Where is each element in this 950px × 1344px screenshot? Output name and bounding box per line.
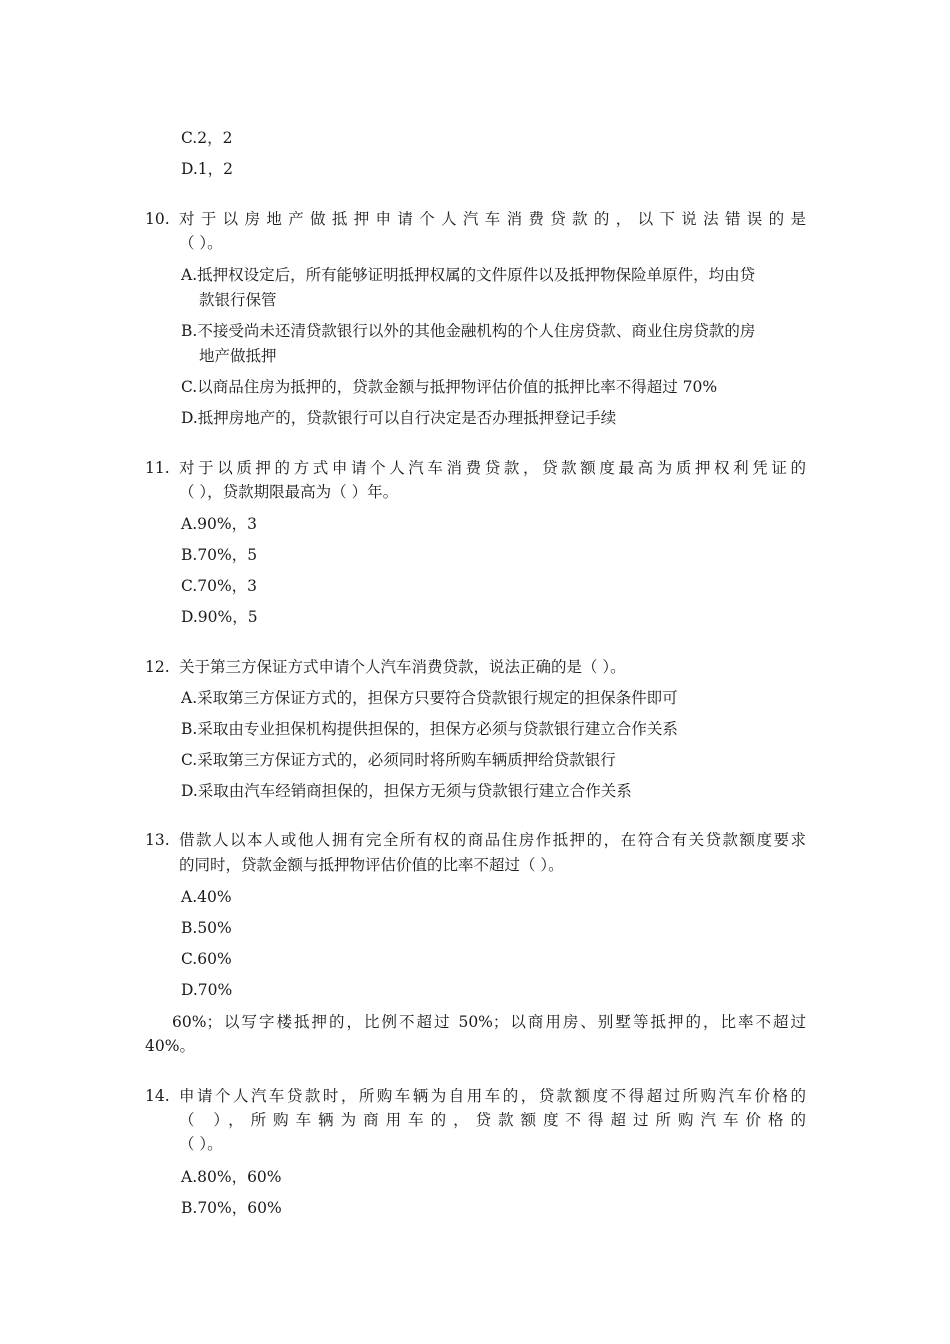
q13-option-d: D.70% <box>181 981 233 999</box>
q14-stem-line2: （ ），所购车辆为商用车的，贷款额度不得超过所购汽车价格的 <box>179 1111 806 1129</box>
q14-number: 14. <box>145 1087 170 1105</box>
q9-option-c: C.2，2 <box>181 129 233 147</box>
q11-option-d: D.90%，5 <box>181 608 258 626</box>
q11-option-c: C.70%，3 <box>181 577 258 595</box>
q10-option-b-line1: B.不接受尚未还清贷款银行以外的其他金融机构的个人住房贷款、商业住房贷款的房 <box>181 322 756 340</box>
q10-option-a-line1: A.抵押权设定后，所有能够证明抵押权属的文件原件以及抵押物保险单原件，均由贷 <box>181 266 756 284</box>
q11-stem-line1: 对于以质押的方式申请个人汽车消费贷款，贷款额度最高为质押权利凭证的 <box>179 459 806 477</box>
q13-stem-line2: 的同时，贷款金额与抵押物评估价值的比率不超过（ ）。 <box>179 856 564 874</box>
q12-option-c: C.采取第三方保证方式的，必须同时将所购车辆质押给贷款银行 <box>181 751 616 769</box>
q10-option-a-line2: 款银行保管 <box>199 291 277 309</box>
q10-stem-line1: 对于以房地产做抵押申请个人汽车消费贷款的，以下说法错误的是 <box>179 210 806 228</box>
q14-stem-line3: （ ）。 <box>179 1135 223 1153</box>
q10-option-d: D.抵押房地产的，贷款银行可以自行决定是否办理抵押登记手续 <box>181 409 617 427</box>
q13-note-line1-text: 60%；以写字楼抵押的，比例不超过 50%；以商用房、别墅等抵押的，比率不超过 <box>172 1013 806 1031</box>
q12-option-d: D.采取由汽车经销商担保的，担保方无须与贷款银行建立合作关系 <box>181 782 632 800</box>
q14-option-b: B.70%，60% <box>181 1199 282 1217</box>
q14-stem-line1: 申请个人汽车贷款时，所购车辆为自用车的，贷款额度不得超过所购汽车价格的 <box>179 1087 806 1105</box>
q13-note-line1 <box>172 1011 806 1033</box>
q11-option-b: B.70%，5 <box>181 546 258 564</box>
q12-number: 12. <box>145 658 170 676</box>
q10-stem-line2: （ ）。 <box>179 234 223 252</box>
q9-option-d: D.1，2 <box>181 160 234 178</box>
q13-note-line2: 40%。 <box>145 1037 195 1055</box>
q13-option-c: C.60% <box>181 950 232 968</box>
q13-option-b: B.50% <box>181 919 232 937</box>
q13-number: 13. <box>145 831 170 849</box>
q11-number: 11. <box>145 459 170 477</box>
q14-option-a: A.80%，60% <box>181 1168 282 1186</box>
q11-option-a: A.90%，3 <box>181 515 257 533</box>
q13-option-a: A.40% <box>181 888 232 906</box>
q12-option-a: A.采取第三方保证方式的，担保方只要符合贷款银行规定的担保条件即可 <box>181 689 678 707</box>
q13-stem-line1: 借款人以本人或他人拥有完全所有权的商品住房作抵押的，在符合有关贷款额度要求 <box>179 831 806 849</box>
q12-option-b: B.采取由专业担保机构提供担保的，担保方必须与贷款银行建立合作关系 <box>181 720 678 738</box>
q10-option-b-line2: 地产做抵押 <box>199 347 277 365</box>
q12-stem: 关于第三方保证方式申请个人汽车消费贷款，说法正确的是（ ）。 <box>179 658 626 676</box>
q11-stem-line2: （ ），贷款期限最高为（ ）年。 <box>179 483 399 501</box>
q10-option-c: C.以商品住房为抵押的，贷款金额与抵押物评估价值的抵押比率不得超过 70% <box>181 378 718 396</box>
q10-number: 10. <box>145 210 170 228</box>
